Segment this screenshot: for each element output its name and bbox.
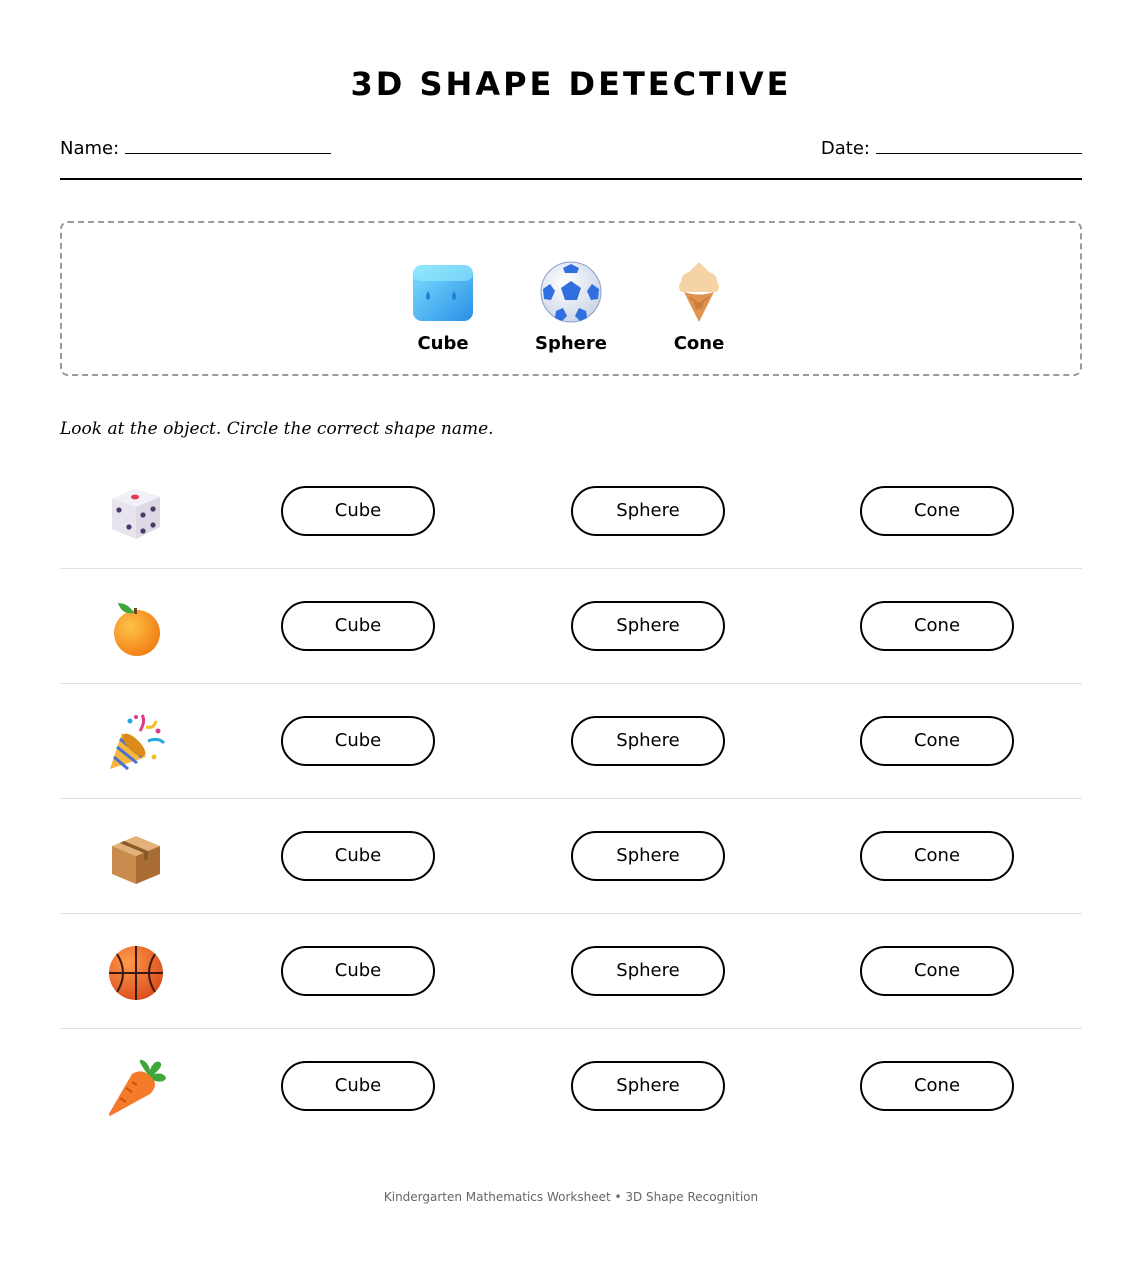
option-cube[interactable]: Cube	[281, 486, 435, 536]
option-cone[interactable]: Cone	[860, 831, 1014, 881]
option-cone[interactable]: Cone	[860, 1061, 1014, 1111]
option-cone[interactable]: Cone	[860, 486, 1014, 536]
party-popper-icon	[106, 713, 166, 773]
question-row	[60, 799, 1082, 914]
option-sphere[interactable]: Sphere	[571, 1061, 725, 1111]
question-row	[60, 569, 1082, 684]
name-label: Name:	[60, 138, 120, 159]
date-label: Date:	[820, 138, 870, 159]
option-sphere[interactable]: Sphere	[571, 486, 725, 536]
option-cone[interactable]: Cone	[860, 946, 1014, 996]
ice-cube-icon	[410, 259, 476, 325]
question-row	[60, 914, 1082, 1029]
question-list	[60, 454, 1082, 1143]
option-cube[interactable]: Cube	[281, 716, 435, 766]
legend-item-cube	[393, 259, 493, 355]
date-blank[interactable]	[876, 135, 1082, 154]
question-row	[60, 684, 1082, 799]
shape-legend	[60, 221, 1082, 376]
basketball-icon	[106, 943, 166, 1003]
page-title: 3D SHAPE DETECTIVE	[350, 65, 792, 103]
option-cube[interactable]: Cube	[281, 601, 435, 651]
ice-cream-cone-icon	[666, 259, 732, 325]
question-row	[60, 454, 1082, 569]
option-cone[interactable]: Cone	[860, 601, 1014, 651]
question-row	[60, 1029, 1082, 1143]
option-sphere[interactable]: Sphere	[571, 946, 725, 996]
option-cone[interactable]: Cone	[860, 716, 1014, 766]
date-field[interactable]	[821, 135, 1082, 162]
dice-icon	[106, 483, 166, 543]
cardboard-box-icon	[106, 828, 166, 888]
legend-label: Sphere	[535, 333, 607, 354]
legend-label: Cube	[417, 333, 469, 354]
option-sphere[interactable]: Sphere	[571, 716, 725, 766]
legend-item-cone	[649, 259, 749, 355]
footer-text: Kindergarten Mathematics Worksheet • 3D Shape Recognition	[383, 1190, 759, 1204]
option-sphere[interactable]: Sphere	[571, 831, 725, 881]
student-info	[60, 135, 1082, 163]
carrot-icon	[106, 1058, 166, 1118]
option-cube[interactable]: Cube	[281, 946, 435, 996]
name-blank[interactable]	[125, 135, 331, 154]
option-sphere[interactable]: Sphere	[571, 601, 725, 651]
instructions: Look at the object. Circle the correct shape name.	[60, 419, 494, 439]
legend-item-sphere	[521, 259, 621, 355]
soccer-ball-icon	[538, 259, 604, 325]
orange-icon	[106, 598, 166, 658]
option-cube[interactable]: Cube	[281, 1061, 435, 1111]
name-field[interactable]	[60, 135, 331, 162]
header-divider	[60, 178, 1082, 180]
legend-label: Cone	[673, 333, 725, 354]
option-cube[interactable]: Cube	[281, 831, 435, 881]
